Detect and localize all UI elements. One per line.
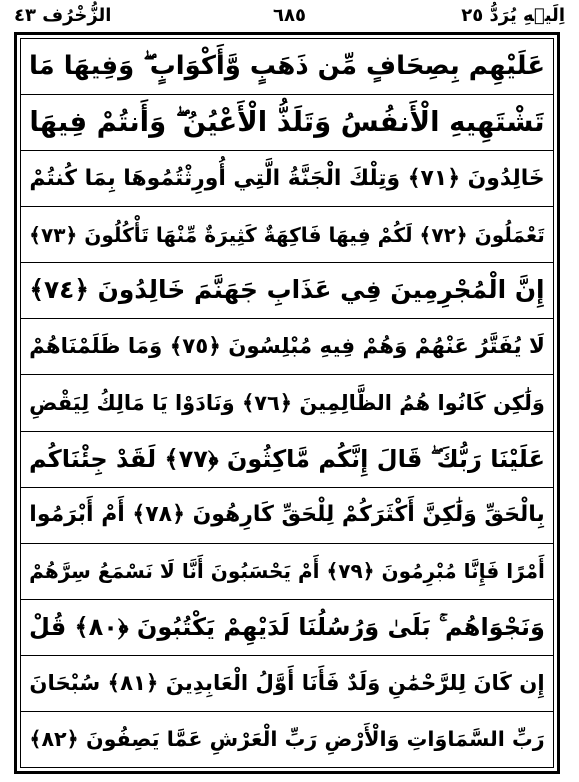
juz-title: اِلَيۡهِ يُرَدُّ ٢٥ xyxy=(461,5,565,26)
line-text: وَنَجْوَاهُم ۚ بَلَىٰ وَرُسُلُنَا لَدَيْهِمْ يَكْتُبُونَ ﴿٨٠﴾ قُلْ xyxy=(29,613,545,642)
text-line xyxy=(21,656,553,712)
text-line xyxy=(21,432,553,488)
surah-title: الزُّخْرُف ٤٣ xyxy=(14,5,112,26)
line-text: عَلَيْنَا رَبُّكَ ۖ قَالَ إِنَّكُم مَّاكِثُونَ ﴿٧٧﴾ لَقَدْ جِئْنَاكُم xyxy=(28,445,545,474)
line-text: إِن كَانَ لِلرَّحْمَٰنِ وَلَدٌ فَأَنَا أَوَّلُ الْعَابِدِينَ ﴿٨١﴾ سُبْحَانَ xyxy=(29,670,545,696)
text-line xyxy=(21,600,553,656)
text-line xyxy=(21,39,553,95)
text-line xyxy=(21,263,553,319)
line-text: رَبِّ السَّمَاوَاتِ وَالْأَرْضِ رَبِّ الْعَرْشِ عَمَّا يَصِفُونَ ﴿٨٢﴾ xyxy=(29,727,545,752)
text-line xyxy=(21,488,553,544)
text-line xyxy=(21,544,553,600)
page-header xyxy=(14,3,565,29)
text-line xyxy=(21,95,553,151)
text-line xyxy=(21,151,553,207)
text-lines xyxy=(20,38,554,768)
page-frame xyxy=(14,32,560,774)
line-text: بِالْحَقِّ وَلَٰكِنَّ أَكْثَرَكُمْ لِلْحَقِّ كَارِهُونَ ﴿٧٨﴾ أَمْ أَبْرَمُوا xyxy=(29,502,545,528)
line-text: خَالِدُونَ ﴿٧١﴾ وَتِلْكَ الْجَنَّةُ الَّتِي أُورِثْتُمُوهَا بِمَا كُنتُمْ xyxy=(29,165,545,191)
line-text: تَعْمَلُونَ ﴿٧٢﴾ لَكُمْ فِيهَا فَاكِهَةٌ كَثِيرَةٌ مِّنْهَا تَأْكُلُونَ ﴿٧٣﴾ xyxy=(29,222,545,247)
line-text: وَلَٰكِن كَانُوا هُمُ الظَّالِمِينَ ﴿٧٦﴾ وَنَادَوْا يَا مَالِكُ لِيَقْضِ xyxy=(29,390,545,415)
line-text: إِنَّ الْمُجْرِمِينَ فِي عَذَابِ جَهَنَّمَ خَالِدُونَ ﴿٧٤﴾ xyxy=(29,275,545,305)
text-line xyxy=(21,712,553,767)
line-text: تَشْتَهِيهِ الْأَنفُسُ وَتَلَذُّ الْأَعْيُنُ ۖ وَأَنتُمْ فِيهَا xyxy=(29,105,545,138)
line-text: لَا يُفَتَّرُ عَنْهُمْ وَهُمْ فِيهِ مُبْلِسُونَ ﴿٧٥﴾ وَمَا ظَلَمْنَاهُمْ xyxy=(29,334,545,360)
text-line xyxy=(21,375,553,431)
line-text: أَمْرًا فَإِنَّا مُبْرِمُونَ ﴿٧٩﴾ أَمْ يَحْسَبُونَ أَنَّا لَا نَسْمَعُ سِرَّهُمْ xyxy=(29,559,545,584)
line-text: عَلَيْهِم بِصِحَافٍ مِّن ذَهَبٍ وَّأَكْوَابٍ ۖ وَفِيهَا مَا xyxy=(28,50,546,81)
text-line xyxy=(21,319,553,375)
text-line xyxy=(21,207,553,263)
page-number: ٦٨٥ xyxy=(273,5,306,26)
